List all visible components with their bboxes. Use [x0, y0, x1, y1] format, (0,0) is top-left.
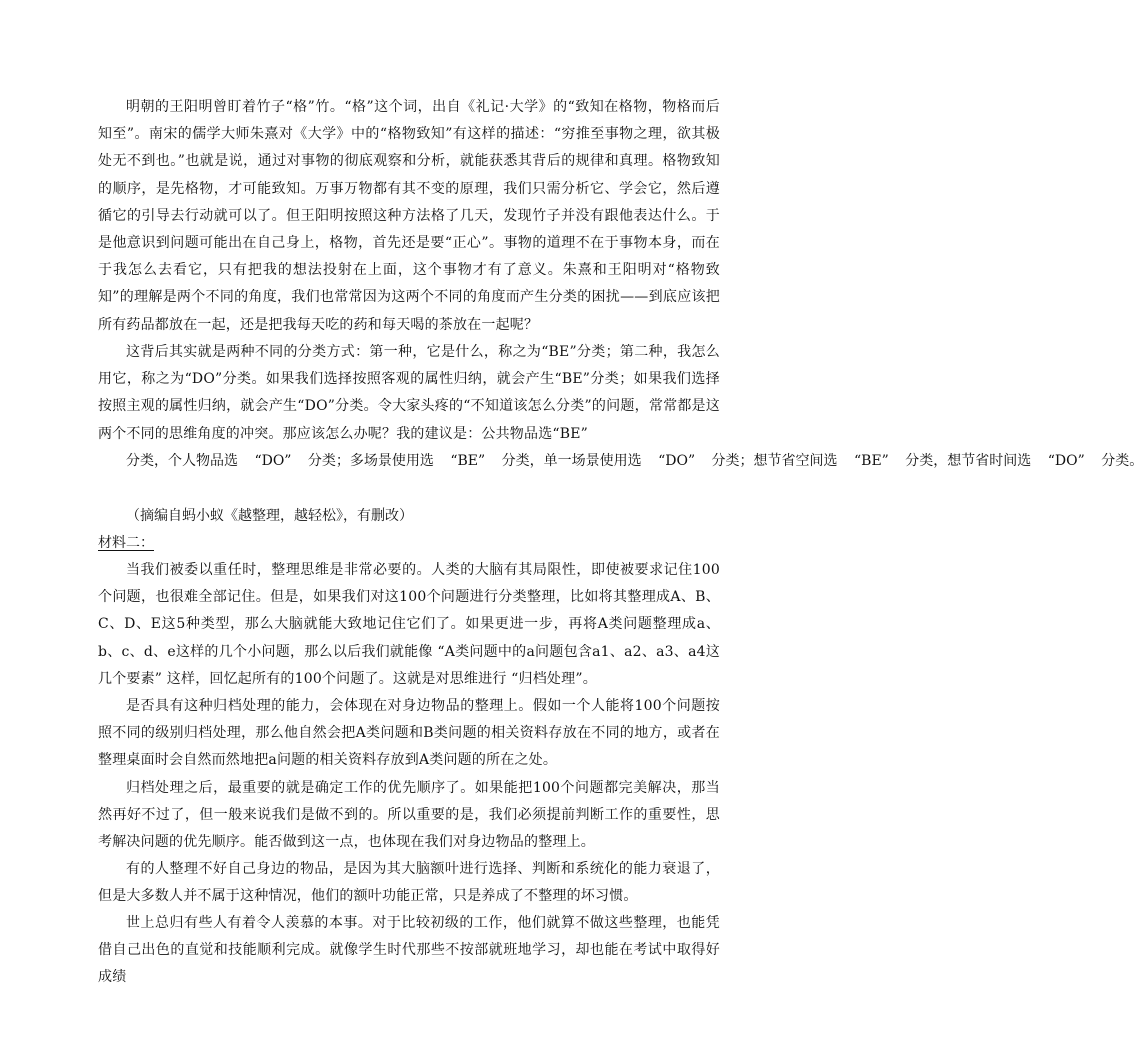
material-two-paragraph-1: 当我们被委以重任时，整理思维是非常必要的。人类的大脑有其局限性，即使被要求记住100个问题，也很难全部记住。但是，如果我们对这100个问题进行分类整理，比如将其整理成A、B、C、D、E这5种类型，那么大脑就能大致地记住它们了。如果更进一步，再将A类问题整理成a、b、c、d、e这样的几个小问题，那么以后我们就能像 “A类问题中的a问题包含a1、a2、a3、a4这几个要素” 这样，回忆起所有的100个问题了。这就是对思维进行 “归档处理”。 [98, 562, 720, 687]
material-two-paragraph-5: 世上总归有些人有着令人羡慕的本事。对于比较初级的工作，他们就算不做这些整理，也能凭借自己出色的直觉和技能顺利完成。就像学生时代那些不按部就班地学习，却也能在考试中取得好成绩 [98, 915, 720, 986]
source-caption: （摘编自蚂小蚁《越整理，越轻松》，有删改） [126, 508, 413, 524]
material-one-paragraph-1: 明朝的王阳明曾盯着竹子“格”竹。“格”这个词，出自《礼记·大学》的“致知在格物，物格而后知至”。南宋的儒学大师朱熹对《大学》中的“格物致知”有这样的描述：“穷推至事物之理，欲其极处无不到也。”也就是说，通过对事物的彻底观察和分析，就能获悉其背后的规律和真理。格物致知的顺序，是先格物，才可能致知。万事万物都有其不变的原理，我们只需分析它、学会它，然后遵循它的引导去行动就可以了。但王阳明按照这种方法格了几天，发现竹子并没有跟他表达什么。于是他意识到问题可能出在自己身上，格物，首先还是要“正心”。事物的道理不在于事物本身，而在于我怎么去看它，只有把我的想法投射在上面，这个事物才有了意义。朱熹和王阳明对“格物致知”的理解是两个不同的角度，我们也常常因为这两个不同的角度而产生分类的困扰——到底应该把所有药品都放在一起，还是把我每天吃的药和每天喝的茶放在一起呢？ [98, 99, 720, 333]
material-two-paragraph-3: 归档处理之后，最重要的就是确定工作的优先顺序了。如果能把100个问题都完美解决，那当然再好不过了，但一般来说我们是做不到的。所以重要的是，我们必须提前判断工作的重要性，思考解决问题的优先顺序。能否做到这一点，也体现在我们对身边物品的整理上。 [98, 780, 720, 851]
material-two-heading: 材料二： [98, 535, 154, 551]
material-one-paragraph-2: 这背后其实就是两种不同的分类方式：第一种，它是什么，称之为“BE”分类；第二种，我怎么用它，称之为“DO”分类。如果我们选择按照客观的属性归纳，就会产生“BE”分类；如果我们选择按照主观的属性归纳，就会产生“DO”分类。令大家头疼的“不知道该怎么分类”的问题，常常都是这两个不同的思维角度的冲突。那应该怎么办呢？我的建议是：公共物品选“BE” [98, 344, 720, 442]
material-two-paragraph-2: 是否具有这种归档处理的能力，会体现在对身边物品的整理上。假如一个人能将100个问题按照不同的级别归档处理，那么他自然会把A类问题和B类问题的相关资料存放在不同的地方，或者在整理桌面时会自然而然地把a问题的相关资料存放到A类问题的所在之处。 [98, 698, 720, 769]
material-one-paragraph-3: 分类，个人物品选 “DO” 分类；多场景使用选 “BE” 分类，单一场景使用选 “DO” 分类；想节省空间选 “BE” 分类，想节省时间选 “DO” 分类。 [126, 453, 1143, 469]
material-two-paragraph-4: 有的人整理不好自己身边的物品，是因为其大脑额叶进行选择、判断和系统化的能力衰退了，但是大多数人并不属于这种情况，他们的额叶功能正常，只是养成了不整理的坏习惯。 [98, 861, 720, 905]
